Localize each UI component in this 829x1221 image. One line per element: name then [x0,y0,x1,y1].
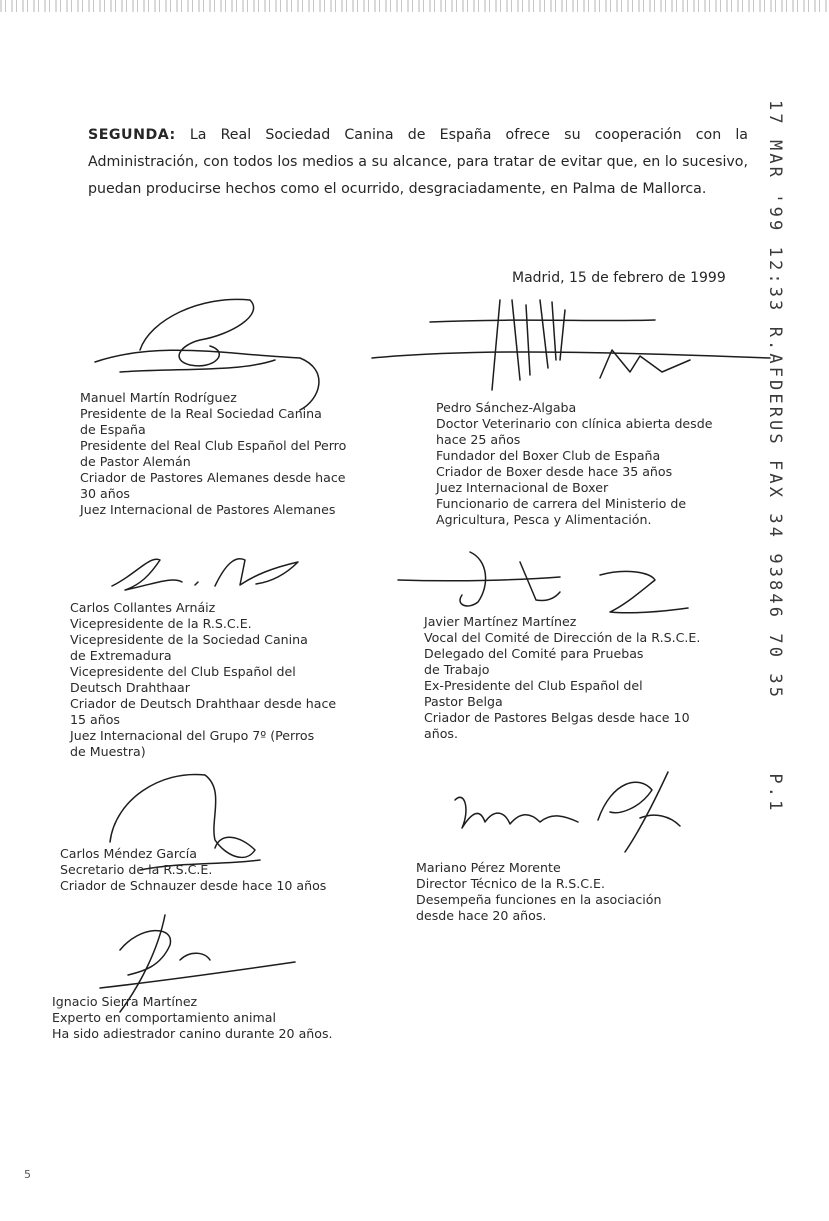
signatory-title: Juez Internacional de Boxer [436,480,609,495]
signatory-title: Vicepresidente de la Sociedad Canina [70,632,308,647]
signatory-block [70,600,336,760]
signature-carlos-collantes [112,559,298,590]
signatory-title: Desempeña funciones en la asociación [416,892,662,907]
signatory-title: Ha sido adiestrador canino durante 20 años. [52,1026,333,1041]
signatory-title: hace 25 años [436,432,521,447]
signatory-title: Secretario de la R.S.C.E. [60,862,213,877]
signatory-title: años. [424,726,458,741]
signatory-name: Javier Martínez Martínez [424,614,577,629]
signatory-title: Director Técnico de la R.S.C.E. [416,876,605,891]
signatory-title: de Trabajo [424,662,490,677]
signatory-title: Criador de Pastores Alemanes desde hace [80,470,346,485]
signatory-title: Experto en comportamiento animal [52,1010,276,1025]
fax-header-text: 17 MAR '99 12:33 R.AFDERUS FAX 34 93846 70 35 [765,100,785,701]
signatory-block [424,614,700,742]
signatory-block [416,860,661,924]
signatory-block [60,846,326,894]
clause-body: La Real Sociedad Canina de España ofrece su cooperación con la Administración, con todos los medios a su alcance, para tratar de evitar que, en lo sucesivo, puedan producirse hechos como el ocurrido, desgraciadamente, en Palma de Mallorca. [88,127,748,197]
signature-pedro-sanchez [372,300,770,390]
signatory-title: desde hace 20 años. [416,908,547,923]
page-mark: 5 [24,1168,31,1181]
signatory-title: Deutsch Drahthaar [70,680,190,695]
signatory-title: Presidente del Real Club Español del Perro [80,438,347,453]
signatory-title: Criador de Schnauzer desde hace 10 años [60,878,327,893]
signatory-title: Vicepresidente del Club Español del [70,664,296,679]
signatory-name: Manuel Martín Rodríguez [80,390,237,405]
signatory-title: Criador de Pastores Belgas desde hace 10 [424,710,690,725]
signatory-block [52,994,333,1042]
signatory-title: Presidente de la Real Sociedad Canina [80,406,322,421]
signatory-title: 30 años [80,486,130,501]
signatory-name: Carlos Collantes Arnáiz [70,600,216,615]
signatory-title: Fundador del Boxer Club de España [436,448,661,463]
signatory-name: Ignacio Sierra Martínez [52,994,198,1009]
signatory-title: Criador de Boxer desde hace 35 años [436,464,673,479]
signatory-title: de Muestra) [70,744,146,759]
signatory-title: de Pastor Alemán [80,454,191,469]
signatory-block [436,400,712,528]
signatory-block [80,390,346,518]
signatory-title: Delegado del Comité para Pruebas [424,646,644,661]
signatory-title: Criador de Deutsch Drahthaar desde hace [70,696,337,711]
signatory-title: 15 años [70,712,120,727]
signatory-name: Pedro Sánchez-Algaba [436,400,577,415]
signatory-name: Mariano Pérez Morente [416,860,561,875]
signatory-title: Agricultura, Pesca y Alimentación. [436,512,652,527]
signatory-title: Ex-Presidente del Club Español del [424,678,643,693]
signature-mariano-perez [455,772,680,852]
signatory-title: Juez Internacional del Grupo 7º (Perros [70,728,315,743]
signatory-name: Carlos Méndez García [60,846,197,861]
signatory-title: Funcionario de carrera del Ministerio de [436,496,687,511]
signature-javier-martinez [398,552,688,613]
signatory-title: Vocal del Comité de Dirección de la R.S.C.E. [424,630,701,645]
signatory-title: de Extremadura [70,648,172,663]
clause-lead: SEGUNDA: [88,127,176,143]
signatory-title: Vicepresidente de la R.S.C.E. [70,616,252,631]
signatory-title: de España [80,422,146,437]
signatory-title: Juez Internacional de Pastores Alemanes [80,502,336,517]
signatory-title: Doctor Veterinario con clínica abierta desde [436,416,713,431]
signatory-title: Pastor Belga [424,694,503,709]
place-date: Madrid, 15 de febrero de 1999 [512,270,726,286]
fax-page-number: P.1 [765,773,785,814]
